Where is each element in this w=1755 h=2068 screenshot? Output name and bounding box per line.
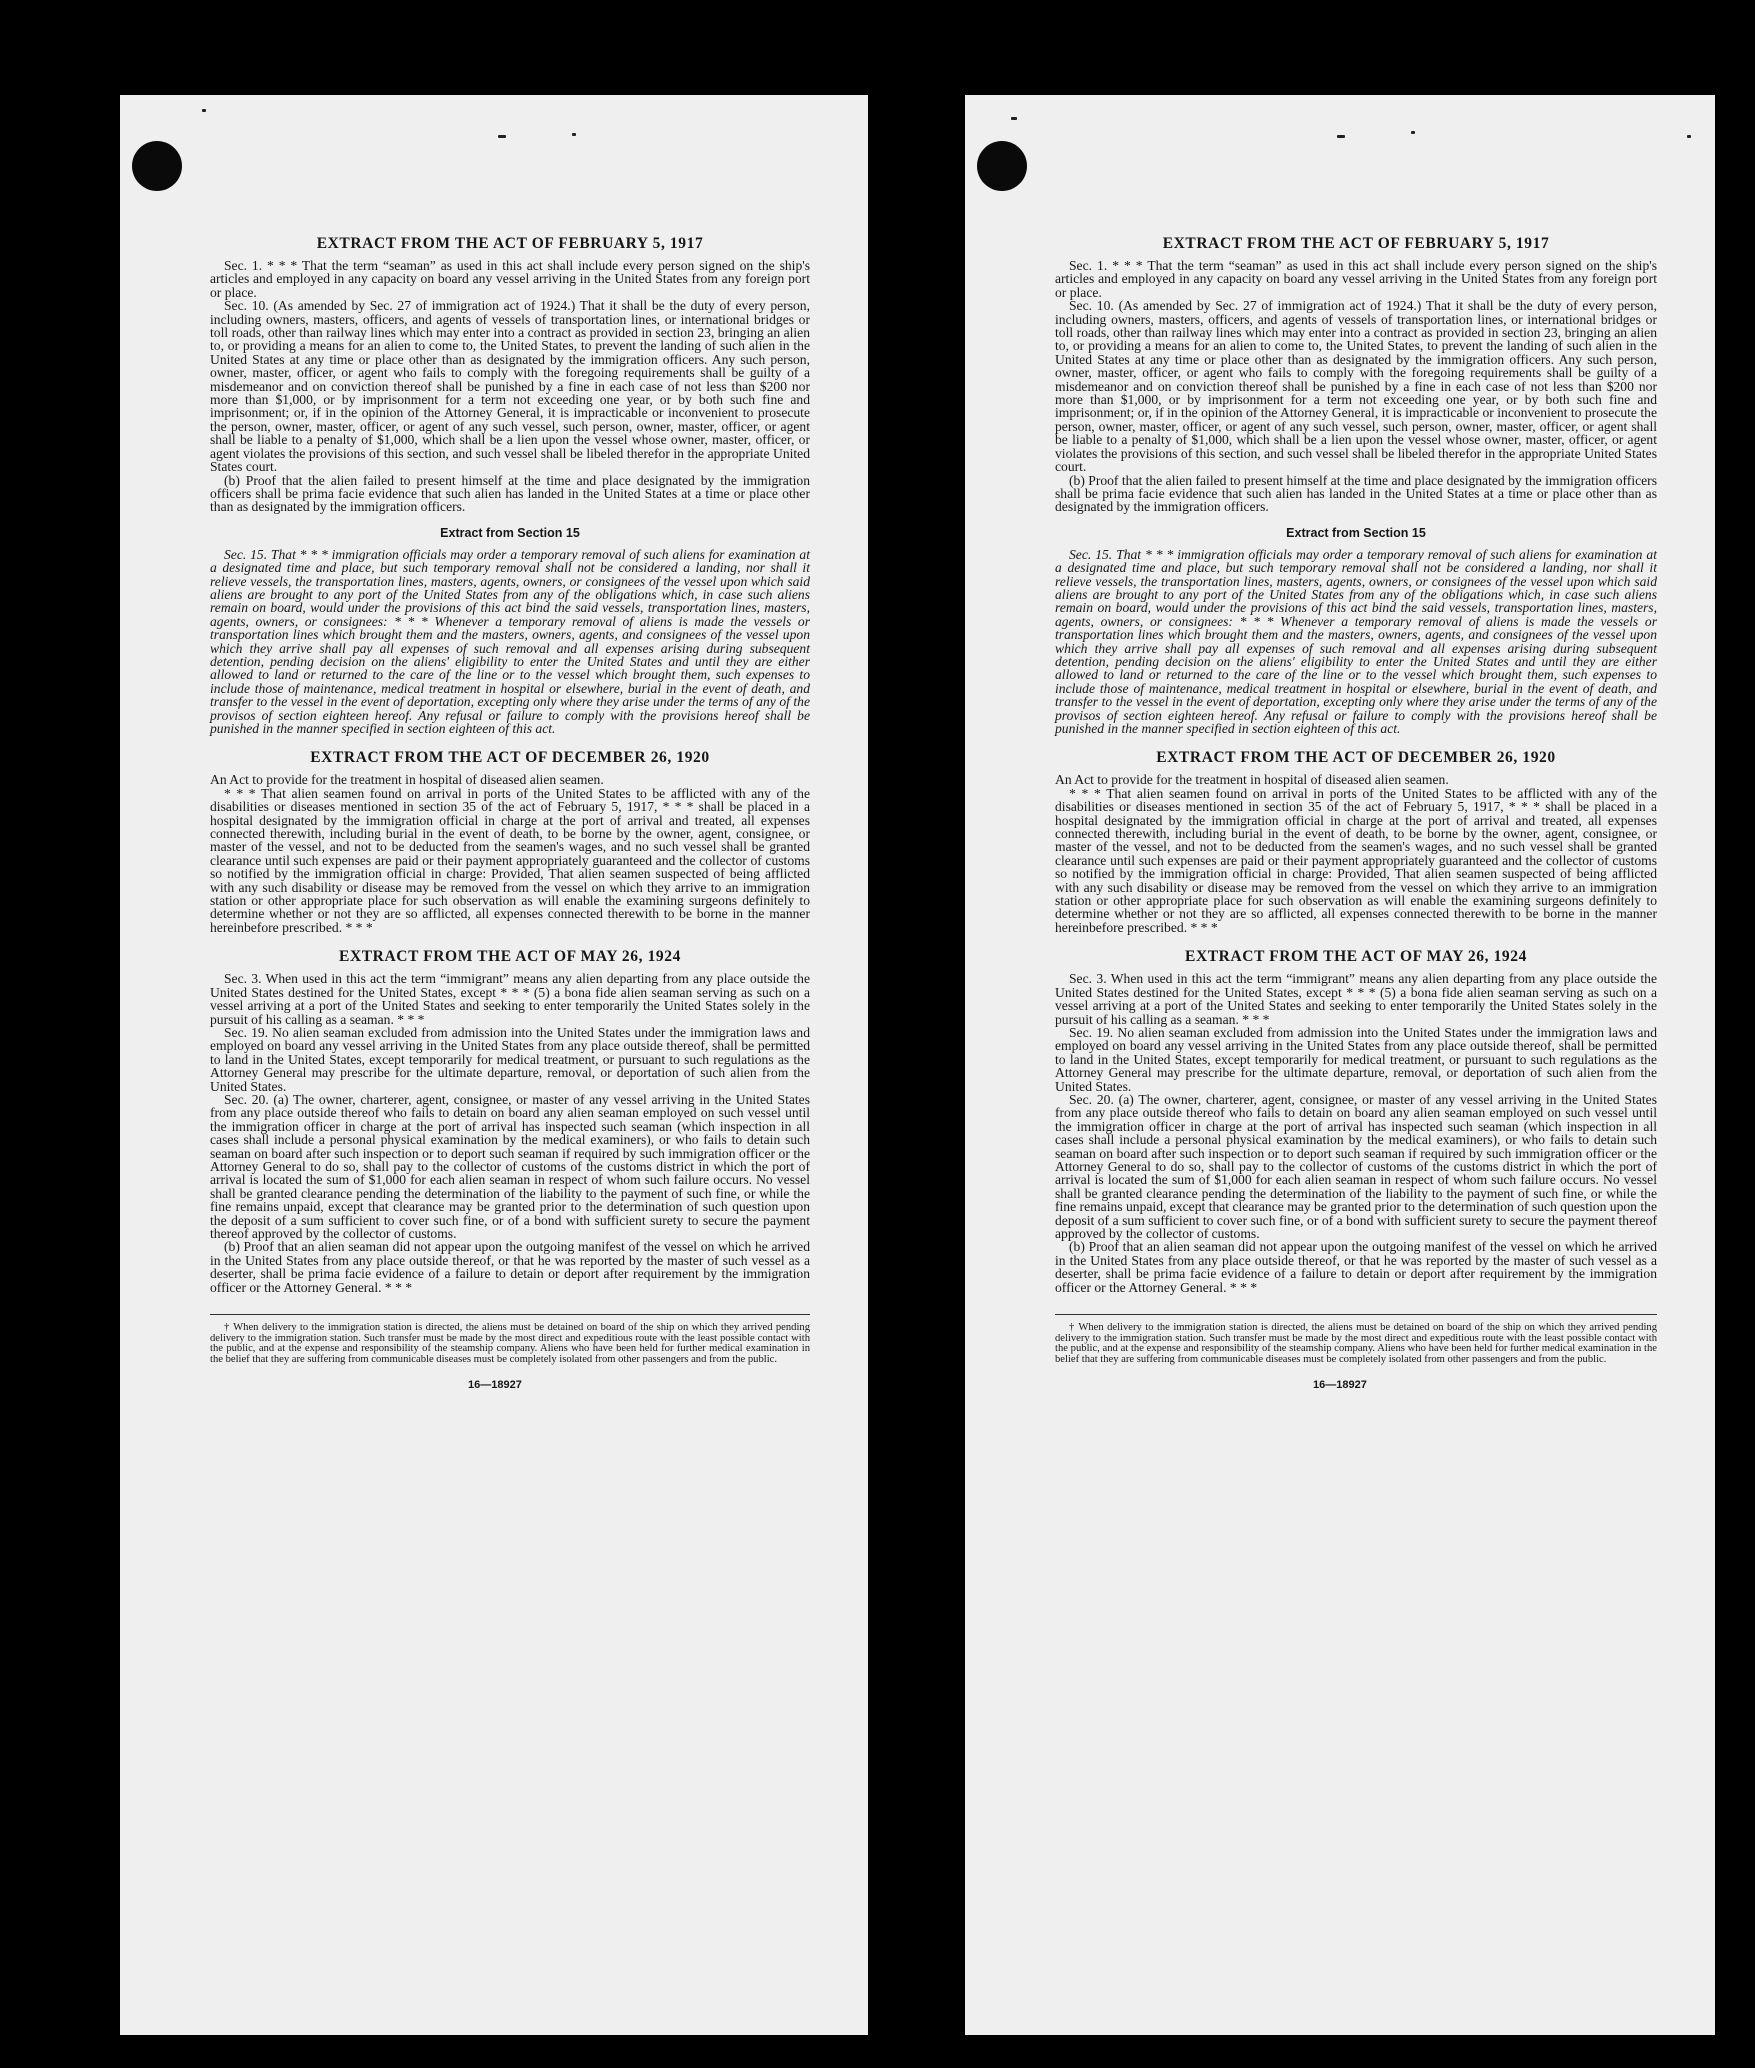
paragraph-sec-3: Sec. 3. When used in this act the term “immigrant” means any alien departing from any place outside the United States destined for the United States, except * * * (5) a bona fide alien seaman serving as such on a vessel arriving at a port of the United States and seeking to enter temporarily the United States solely in the pursuit of his calling as a seaman. * * * — [210, 971, 810, 1027]
heading-act-1924: EXTRACT FROM THE ACT OF MAY 26, 1924 — [339, 948, 681, 966]
paragraph-sec-20: Sec. 20. (a) The owner, charterer, agent, consignee, or master of any vessel arriving in the United States from any place outside thereof who fails to detain on board any alien seaman employed on such vessel until the immigration officer in charge at the port of arrival has inspected such seaman (which inspection in all cases shall include a personal physical examination by the medical examiners), or who fails to detain such seaman on board after such inspection or to deport such seaman if required by such immigration officer or the Attorney General to do so, shall pay to the collector of customs of the customs district in which the port of arrival is located the sum of $1,000 for each alien seaman in respect of whom such failure occurs. No vessel shall be granted clearance pending the determination of the liability to the payment of such fine, or while the fine remains unpaid, except that clearance may be granted prior to the determination of such question upon the deposit of a sum sufficient to cover such fine, or of a bond with sufficient surety to secure the payment thereof approved by the collector of customs. — [210, 1091, 810, 1241]
paragraph-sec-19: Sec. 19. No alien seaman excluded from admission into the United States under the immigration laws and employed on board any vessel arriving in the United States from any place outside thereof, shall be permitted to land in the United States, except temporarily for medical treatment, or pursuant to such regulations as the Attorney General may prescribe for the ultimate departure, removal, or deportation of such alien from the United States. — [210, 1024, 810, 1094]
document-page-right — [965, 95, 1715, 2035]
heading-section-15: Extract from Section 15 — [440, 525, 580, 540]
paragraph-sec-1: Sec. 1. * * * That the term “seaman” as used in this act shall include every person signed on the ship's articles and employed in any capacity on board any vessel arriving in the United States from any foreign port or place. — [1055, 258, 1657, 300]
paragraph-sec-20: Sec. 20. (a) The owner, charterer, agent, consignee, or master of any vessel arriving in the United States from any place outside thereof who fails to detain on board any alien seaman employed on such vessel until the immigration officer in charge at the port of arrival has inspected such seaman (which inspection in all cases shall include a personal physical examination by the medical examiners), or who fails to detain such seaman on board after such inspection or to deport such seaman if required by such immigration officer or the Attorney General to do so, shall pay to the collector of customs of the customs district in which the port of arrival is located the sum of $1,000 for each alien seaman in respect of whom such failure occurs. No vessel shall be granted clearance pending the determination of the liability to the payment of such fine, or while the fine remains unpaid, except that clearance may be granted prior to the determination of such question upon the deposit of a sum sufficient to cover such fine, or of a bond with sufficient surety to secure the payment thereof approved by the collector of customs. — [1055, 1091, 1657, 1241]
footnote: † When delivery to the immigration station is directed, the aliens must be detained on board of the ship on which they arrived pending delivery to the immigration station. Such transfer must be made by the most direct and expeditious route with the least possible contact with the public, and at the expense and responsibility of the steamship company. Aliens who have been held for further medical examination in the belief that they are suffering from communicable diseases must be completely isolated from other passengers and from the public. — [210, 1322, 810, 1365]
speck — [498, 135, 506, 138]
page-number: 16—18927 — [468, 1379, 522, 1392]
speck — [202, 109, 206, 112]
paragraph-sec-1: Sec. 1. * * * That the term “seaman” as used in this act shall include every person signed on the ship's articles and employed in any capacity on board any vessel arriving in the United States from any foreign port or place. — [210, 258, 810, 300]
heading-act-1920: EXTRACT FROM THE ACT OF DECEMBER 26, 1920 — [1156, 749, 1556, 767]
paragraph-sec-15: Sec. 15. That * * * immigration officials may order a temporary removal of such aliens for examination at a designated time and place, but such temporary removal shall not be considered a landing, nor shall it relieve vessels, the transportation lines, masters, agents, owners, or consignees of the vessel upon which said aliens are brought to any port of the United States from any of the obligations which, in case such aliens remain on board, would under the provisions of this act bind the said vessels, transportation lines, masters, agents, owners, or consignees: * * * Whenever a temporary removal of aliens is made the vessels or transportation lines which brought them and the masters, owners, agents, and consignees of the vessel upon which they arrive shall pay all expenses of such removal and all expenses arising during subsequent detention, pending decision on the aliens' eligibility to enter the United States and until they are either allowed to land or returned to the care of the line or to the vessel which brought them, such expenses to include those of maintenance, medical treatment in hospital or elsewhere, burial in the event of death, and transfer to the vessel in the event of deportation, excepting only where they arise under the terms of any of the provisos of section eighteen hereof. Any refusal or failure to comply with the provisions hereof shall be punished in the manner specified in section eighteen of this act. — [1055, 546, 1657, 736]
paragraph-1920-body: * * * That alien seamen found on arrival in ports of the United States to be afflicted with any of the disabilities or diseases mentioned in section 35 of the act of February 5, 1917, * * * shall be placed in a hospital designated by the immigration official in charge at the port of arrival and treated, all expenses connected therewith, including burial in the event of death, to be borne by the owner, agent, consignee, or master of the vessel, and not to be deducted from the seamen's wages, and no such vessel shall be granted clearance until such expenses are paid or their payment appropriately guaranteed and the collector of customs so notified by the immigration official in charge: Provided, That alien seamen suspected of being afflicted with any such disability or disease may be removed from the vessel on which they arrive to an immigration station or other appropriate place for such observation as will enable the examining surgeons definitely to determine whether or not they are so afflicted, all expenses connected therewith to be borne in the manner hereinbefore prescribed. * * * — [210, 785, 810, 935]
page-content — [1055, 235, 1657, 1391]
speck — [1337, 135, 1345, 138]
speck — [1411, 131, 1415, 134]
speck — [572, 133, 576, 136]
paragraph-1920-title: An Act to provide for the treatment in hospital of diseased alien seamen. — [1055, 772, 1449, 788]
paragraph-1920-title: An Act to provide for the treatment in hospital of diseased alien seamen. — [210, 772, 604, 788]
paragraph-sec-19: Sec. 19. No alien seaman excluded from admission into the United States under the immigration laws and employed on board any vessel arriving in the United States from any place outside thereof, shall be permitted to land in the United States, except temporarily for medical treatment, or pursuant to such regulations as the Attorney General may prescribe for the ultimate departure, removal, or deportation of such alien from the United States. — [1055, 1024, 1657, 1094]
paragraph-sec-10: Sec. 10. (As amended by Sec. 27 of immigration act of 1924.) That it shall be the duty of every person, including owners, masters, officers, and agents of vessels of transportation lines, or international bridges or toll roads, other than railway lines which may enter into a contract as provided in section 23, bringing an alien to, or providing a means for an alien to come to, the United States, to prevent the landing of such alien in the United States at any time or place other than as designated by the immigration officers. Any such person, owner, master, officer, or agent who fails to comply with the foregoing requirements shall be guilty of a misdemeanor and on conviction thereof shall be punished by a fine in each case of not less than $200 nor more than $1,000, or by imprisonment for a term not exceeding one year, or by both such fine and imprisonment; or, if in the opinion of the Attorney General, it is impracticable or inconvenient to prosecute the person, owner, master, officer, or agent of any such vessel, such person, owner, master, officer, or agent shall be liable to a penalty of $1,000, which shall be a lien upon the vessel whose owner, master, officer, or agent violates the provisions of this section, and such vessel shall be libeled therefor in the appropriate United States court. — [1055, 298, 1657, 475]
paragraph-sec-20b: (b) Proof that an alien seaman did not appear upon the outgoing manifest of the vessel on which he arrived in the United States from any place outside thereof, or that he was reported by the master of such vessel as a deserter, shall be prima facie evidence of a failure to detain or deport after requirement by the immigration officer or the Attorney General. * * * — [1055, 1239, 1657, 1295]
document-page-left — [120, 95, 868, 2035]
punch-hole — [977, 141, 1027, 191]
speck — [1687, 135, 1691, 138]
footnote-divider — [210, 1314, 810, 1315]
page-content — [210, 235, 810, 1391]
paragraph-sec-10b: (b) Proof that the alien failed to present himself at the time and place designated by the immigration officers shall be prima facie evidence that such alien has landed in the United States at a time or place other than as designated by the immigration officers. — [1055, 472, 1657, 515]
heading-act-1920: EXTRACT FROM THE ACT OF DECEMBER 26, 1920 — [310, 749, 710, 767]
heading-act-1924: EXTRACT FROM THE ACT OF MAY 26, 1924 — [1185, 948, 1527, 966]
page-number: 16—18927 — [1313, 1379, 1367, 1392]
footnote: † When delivery to the immigration station is directed, the aliens must be detained on board of the ship on which they arrived pending delivery to the immigration station. Such transfer must be made by the most direct and expeditious route with the least possible contact with the public, and at the expense and responsibility of the steamship company. Aliens who have been held for further medical examination in the belief that they are suffering from communicable diseases must be completely isolated from other passengers and from the public. — [1055, 1322, 1657, 1365]
heading-act-1917: EXTRACT FROM THE ACT OF FEBRUARY 5, 1917 — [1162, 235, 1550, 252]
paragraph-1920-body: * * * That alien seamen found on arrival in ports of the United States to be afflicted with any of the disabilities or diseases mentioned in section 35 of the act of February 5, 1917, * * * shall be placed in a hospital designated by the immigration official in charge at the port of arrival and treated, all expenses connected therewith, including burial in the event of death, to be borne by the owner, agent, consignee, or master of the vessel, and not to be deducted from the seamen's wages, and no such vessel shall be granted clearance until such expenses are paid or their payment appropriately guaranteed and the collector of customs so notified by the immigration official in charge: Provided, That alien seamen suspected of being afflicted with any such disability or disease may be removed from the vessel on which they arrive to an immigration station or other appropriate place for such observation as will enable the examining surgeons definitely to determine whether or not they are so afflicted, all expenses connected therewith to be borne in the manner hereinbefore prescribed. * * * — [1055, 785, 1657, 935]
speck — [1011, 117, 1017, 120]
punch-hole — [132, 141, 182, 191]
paragraph-sec-10b: (b) Proof that the alien failed to present himself at the time and place designated by the immigration officers shall be prima facie evidence that such alien has landed in the United States at a time or place other than as designated by the immigration officers. — [210, 472, 810, 515]
paragraph-sec-10: Sec. 10. (As amended by Sec. 27 of immigration act of 1924.) That it shall be the duty of every person, including owners, masters, officers, and agents of vessels of transportation lines, or international bridges or toll roads, other than railway lines which may enter into a contract as provided in section 23, bringing an alien to, or providing a means for an alien to come to, the United States, to prevent the landing of such alien in the United States at any time or place other than as designated by the immigration officers. Any such person, owner, master, officer, or agent who fails to comply with the foregoing requirements shall be guilty of a misdemeanor and on conviction thereof shall be punished by a fine in each case of not less than $200 nor more than $1,000, or by imprisonment for a term not exceeding one year, or by both such fine and imprisonment; or, if in the opinion of the Attorney General, it is impracticable or inconvenient to prosecute the person, owner, master, officer, or agent of any such vessel, such person, owner, master, officer, or agent shall be liable to a penalty of $1,000, which shall be a lien upon the vessel whose owner, master, officer, or agent violates the provisions of this section, and such vessel shall be libeled therefor in the appropriate United States court. — [210, 298, 810, 475]
paragraph-sec-20b: (b) Proof that an alien seaman did not appear upon the outgoing manifest of the vessel on which he arrived in the United States from any place outside thereof, or that he was reported by the master of such vessel as a deserter, shall be prima facie evidence of a failure to detain or deport after requirement by the immigration officer or the Attorney General. * * * — [210, 1239, 810, 1295]
footnote-divider — [1055, 1314, 1657, 1315]
paragraph-sec-3: Sec. 3. When used in this act the term “immigrant” means any alien departing from any place outside the United States destined for the United States, except * * * (5) a bona fide alien seaman serving as such on a vessel arriving at a port of the United States and seeking to enter temporarily the United States solely in the pursuit of his calling as a seaman. * * * — [1055, 971, 1657, 1027]
heading-act-1917: EXTRACT FROM THE ACT OF FEBRUARY 5, 1917 — [316, 235, 704, 252]
paragraph-sec-15: Sec. 15. That * * * immigration officials may order a temporary removal of such aliens for examination at a designated time and place, but such temporary removal shall not be considered a landing, nor shall it relieve vessels, the transportation lines, masters, agents, owners, or consignees of the vessel upon which said aliens are brought to any port of the United States from any of the obligations which, in case such aliens remain on board, would under the provisions of this act bind the said vessels, transportation lines, masters, agents, owners, or consignees: * * * Whenever a temporary removal of aliens is made the vessels or transportation lines which brought them and the masters, owners, agents, and consignees of the vessel upon which they arrive shall pay all expenses of such removal and all expenses arising during subsequent detention, pending decision on the aliens' eligibility to enter the United States and until they are either allowed to land or returned to the care of the line or to the vessel which brought them, such expenses to include those of maintenance, medical treatment in hospital or elsewhere, burial in the event of death, and transfer to the vessel in the event of deportation, excepting only where they arise under the terms of any of the provisos of section eighteen hereof. Any refusal or failure to comply with the provisions hereof shall be punished in the manner specified in section eighteen of this act. — [210, 546, 810, 736]
heading-section-15: Extract from Section 15 — [1286, 525, 1426, 540]
